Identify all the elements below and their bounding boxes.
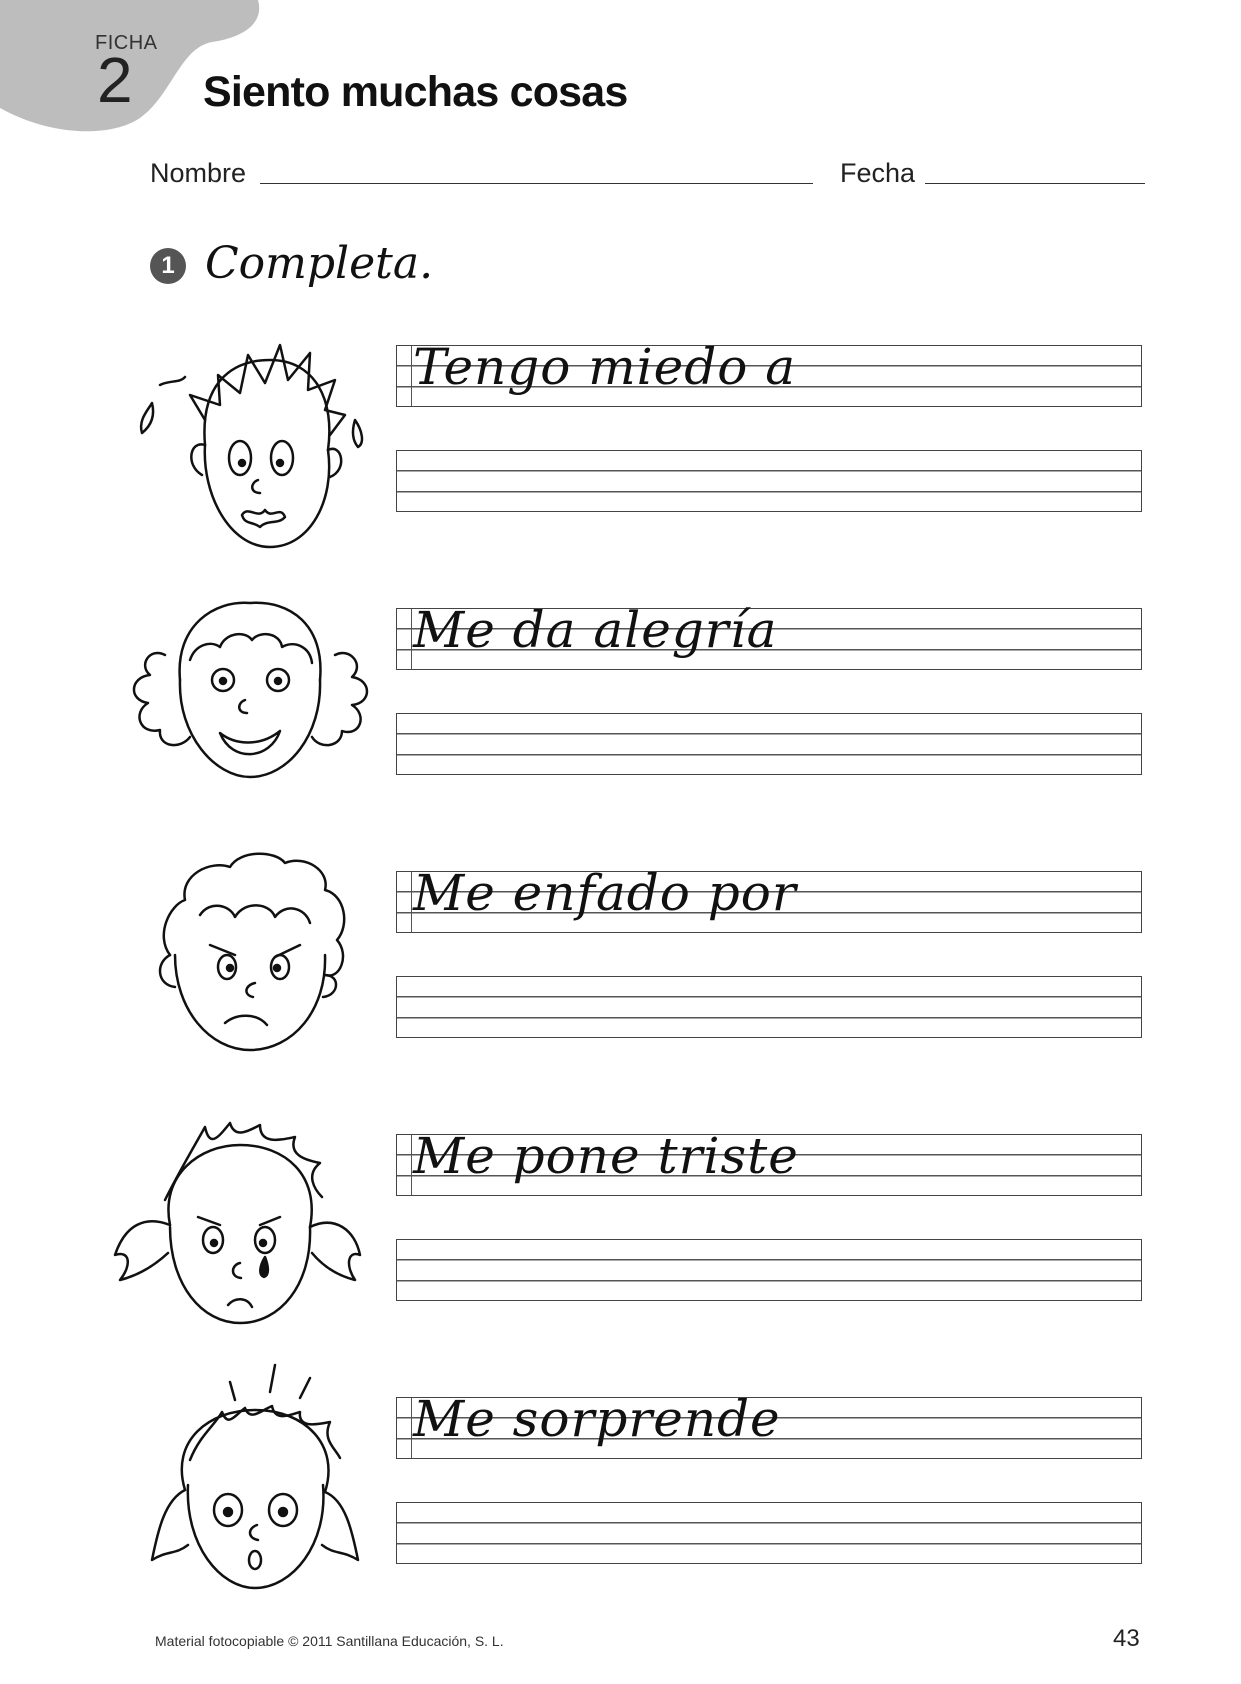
exercise-instruction: Completa. (205, 238, 434, 289)
prompt-line-3[interactable] (396, 864, 1142, 933)
surprised-face-icon (152, 1365, 358, 1588)
prompt-line-5[interactable] (396, 1390, 1142, 1459)
answer-line-5[interactable] (396, 1502, 1142, 1564)
happy-face-icon (134, 603, 367, 777)
page-title: Siento muchas cosas (203, 68, 628, 116)
date-field[interactable] (925, 183, 1145, 184)
angry-face-icon (160, 854, 344, 1050)
exercise-number-badge: 1 (150, 248, 186, 284)
prompt-line-4[interactable] (396, 1127, 1142, 1196)
page-number: 43 (1113, 1625, 1140, 1652)
ficha-number: 2 (97, 44, 133, 116)
answer-line-3[interactable] (396, 976, 1142, 1038)
answer-line-4[interactable] (396, 1239, 1142, 1301)
prompt-text-4: Me pone triste (413, 1127, 799, 1185)
scared-face-icon (130, 325, 380, 555)
name-field[interactable] (260, 183, 813, 184)
prompt-text-1: Tengo miedo a (413, 338, 797, 396)
prompt-text-5: Me sorprende (413, 1390, 781, 1448)
footer-copyright: Material fotocopiable © 2011 Santillana Educación, S. L. (155, 1633, 504, 1649)
date-label: Fecha (840, 158, 916, 188)
name-label: Nombre (150, 158, 247, 188)
prompt-text-3: Me enfado por (413, 864, 797, 922)
prompt-line-1[interactable] (396, 338, 1142, 407)
prompt-text-2: Me da alegría (413, 601, 778, 659)
sad-crying-face-icon (115, 1123, 360, 1323)
answer-line-2[interactable] (396, 713, 1142, 775)
prompt-line-2[interactable] (396, 601, 1142, 670)
answer-line-1[interactable] (396, 450, 1142, 512)
ficha-label: FICHA (95, 32, 158, 54)
